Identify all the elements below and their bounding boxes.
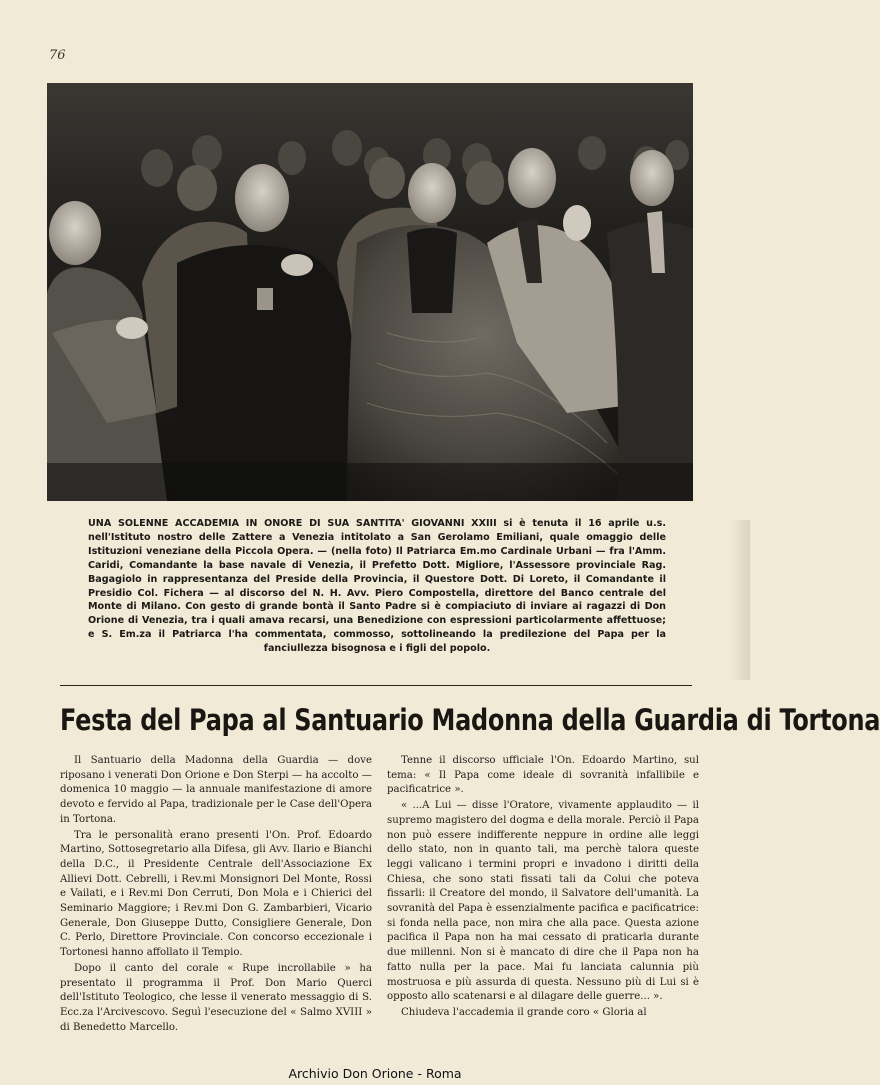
article-paragraph: Chiudeva l'accademia il grande coro « Gloria al <box>401 1006 647 1018</box>
article-column-right <box>387 754 699 1022</box>
event-photo <box>47 83 693 501</box>
photo-caption: UNA SOLENNE ACCADEMIA IN ONORE DI SUA SANTITA' GIOVANNI XXIII si è tenuta il 16 aprile u.s. nell'Istituto nostro delle Zattere a Venezia intitolato a San Gerolamo Emiliani, quale omaggio delle Istituzioni veneziane della Piccola Opera. — (nella foto) Il Patriarca Em.mo Cardinale Urbani — fra l'Amm. Caridi, Comandante la base navale di Venezia, il Prefetto Dott. Migliore, l'Assessore provinciale Rag. Bagagiolo in rappresentanza del Preside della Provincia, il Questore Dott. Di Loreto, il Comandante il Presidio Col. Fichera — al discorso del N. H. Avv. Piero Compostella, direttore del Banco centrale del Monte di Milano. Con gesto di grande bontà il Santo Padre si è compiaciuto di inviare ai ragazzi di Don Orione di Venezia, tra i quali amava recarsi, una Benedizione con espressioni particolarmente affettuose; e S. Em.za il Patriarca l'ha commentata, commosso, sottolineando la predilezione del Papa per la fanciullezza bisognosa e i figli del popolo. <box>88 518 666 655</box>
article-paragraph: Tra le personalità erano presenti l'On. Prof. Edoardo Martino, Sottosegretario alla Difesa, gli Avv. Ilario e Bianchi della D.C., il Presidente Centrale dell'Associazione Ex Allievi Dott. Cebrelli, i Rev.mi Monsignori Del Monte, Rossi e Vailati, e i Rev.mi Don Cerruti, Don Mola e i Chierici del Seminario Maggiore; i Rev.mi Don G. Zambarbieri, Vicario Generale, Don Giuseppe Dutto, Consigliere Generale, Don C. Perlo, Direttore Provinciale. Con concorso eccezionale i Tortonesi hanno affollato il Tempio. <box>60 829 372 959</box>
event-photo-illustration <box>47 83 693 501</box>
article-title: Festa del Papa al Santuario Madonna della Guardia di Tortona <box>60 703 880 738</box>
archive-footer: Archivio Don Orione - Roma <box>288 1066 462 1081</box>
article-paragraph: Dopo il canto del corale « Rupe incrollabile » ha presentato il programma il Prof. Don Mario Querci dell'Istituto Teologico, che lesse il venerato messaggio di S. Ecc.za l'Arcivescovo. Seguì l'esecuzione del « Salmo XVIII » di Benedetto Marcello. <box>60 962 372 1033</box>
page-number: 76 <box>49 48 66 63</box>
section-divider <box>60 685 692 686</box>
page-edge-shadow <box>730 520 750 680</box>
article-paragraph: Il Santuario della Madonna della Guardia — dove riposano i venerati Don Orione e Don Sterpi — ha accolto — domenica 10 maggio — la annuale manifestazione di amore devoto e fervido al Papa, tradizionale per le Case dell'Opera in Tortona. <box>60 755 372 825</box>
article-paragraph: « ...A Lui — disse l'Oratore, vivamente applaudito — il supremo magistero del dogma e della morale. Perciò il Papa non può essere indifferente neppure in ordine alle leggi dello stato, non in quanto tali, ma perchè talora queste leggi valicano i termini propri e invadono i diritti della Chiesa, che sono stati fissati tali da Colui che poteva fissarli: il Creatore del mondo, il Salvatore dell'umanità. La sovranità del Papa è essenzialmente pacifica e pacificatrice: si fonda nella pace, non mira che alla pace. Questa azione pacifica il Papa non ha mai cessato di praticarla durante due millenni. Non si è mancato di dire che il Papa non ha fatto nulla per la pace. Mai fu lanciata calunnia più mostruosa e più assurda di questa. Nessuno più di Lui si è opposto allo scatenarsi e al dilagare delle guerre... ». <box>387 800 699 1003</box>
article-paragraph: Tenne il discorso ufficiale l'On. Edoardo Martino, sul tema: « Il Papa come ideale di sovranità infallibile e pacificatrice ». <box>387 755 699 796</box>
article-column-left <box>60 754 372 1036</box>
